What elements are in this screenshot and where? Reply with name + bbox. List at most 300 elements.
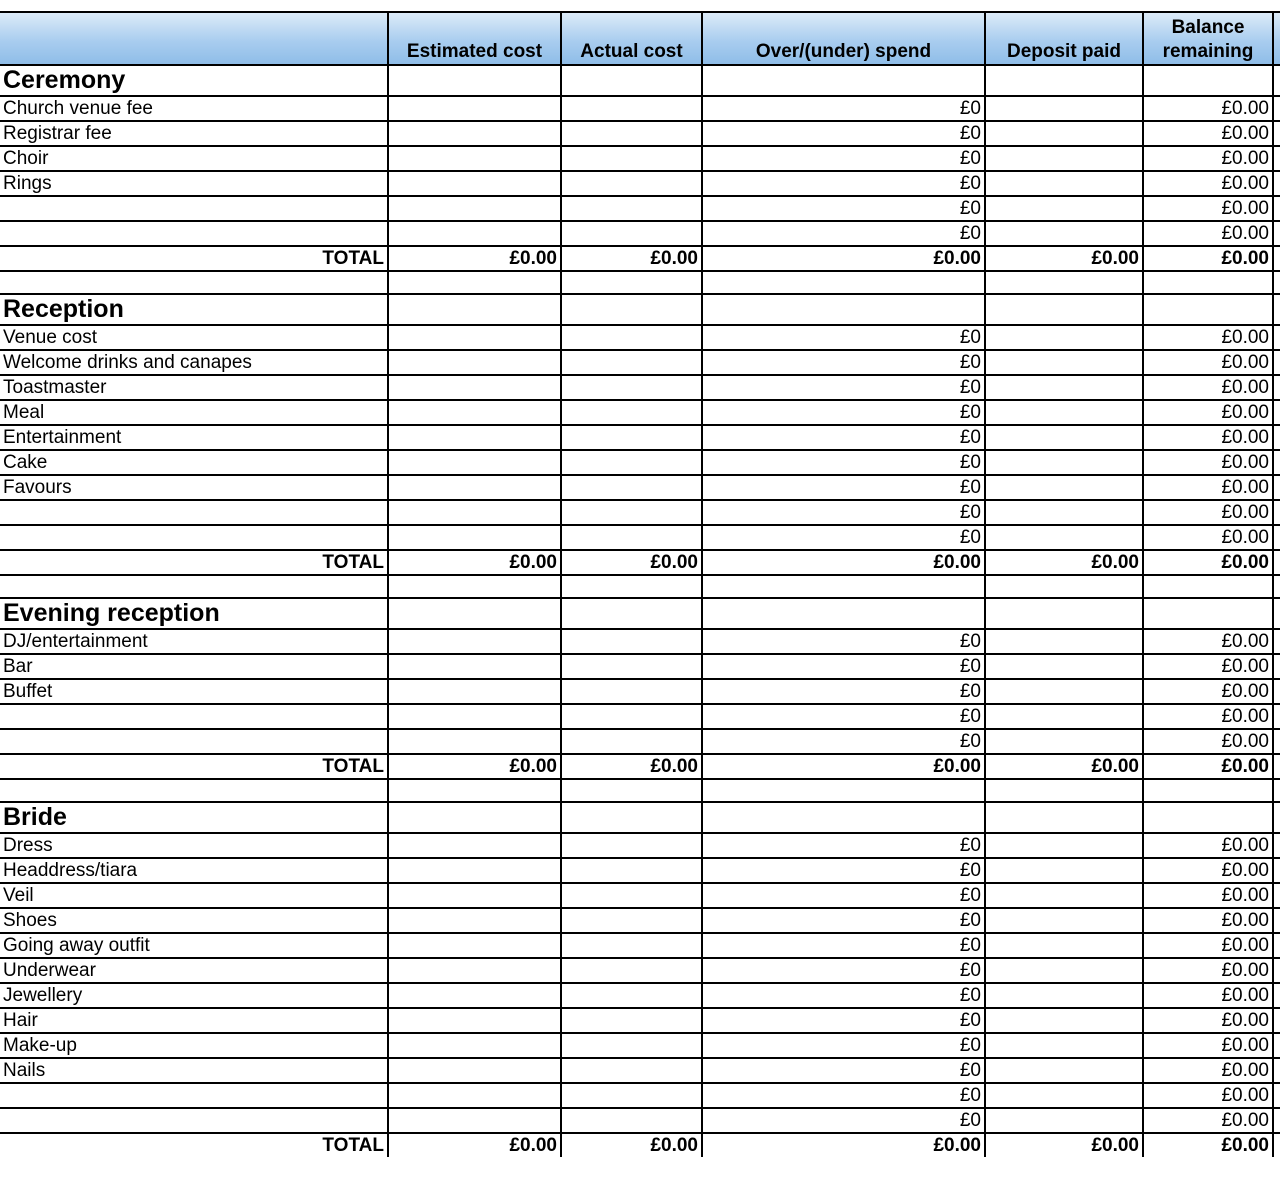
empty-cell[interactable] bbox=[1143, 575, 1273, 598]
deposit-paid-cell[interactable] bbox=[985, 350, 1143, 375]
over-under-cell[interactable]: £0 bbox=[702, 729, 985, 754]
balance-remaining-cell[interactable]: £0.00 bbox=[1143, 729, 1273, 754]
total-balance-remaining[interactable]: £0.00 bbox=[1143, 550, 1273, 575]
actual-cost-cell[interactable] bbox=[561, 1108, 702, 1133]
estimated-cost-cell[interactable] bbox=[388, 221, 561, 246]
over-under-cell[interactable]: £0 bbox=[702, 1008, 985, 1033]
actual-cost-cell[interactable] bbox=[561, 729, 702, 754]
total-estimated-cost[interactable]: £0.00 bbox=[388, 1133, 561, 1157]
empty-cell[interactable] bbox=[1273, 221, 1280, 246]
actual-cost-cell[interactable] bbox=[561, 883, 702, 908]
balance-remaining-cell[interactable]: £0.00 bbox=[1143, 833, 1273, 858]
balance-remaining-cell[interactable]: £0.00 bbox=[1143, 1108, 1273, 1133]
empty-cell[interactable] bbox=[702, 779, 985, 802]
empty-cell[interactable] bbox=[1273, 598, 1280, 629]
deposit-paid-cell[interactable] bbox=[985, 221, 1143, 246]
over-under-cell[interactable]: £0 bbox=[702, 171, 985, 196]
deposit-paid-cell[interactable] bbox=[985, 679, 1143, 704]
actual-cost-cell[interactable] bbox=[561, 325, 702, 350]
deposit-paid-cell[interactable] bbox=[985, 883, 1143, 908]
section-title: Ceremony bbox=[0, 65, 388, 96]
estimated-cost-cell[interactable] bbox=[388, 1083, 561, 1108]
item-label[interactable]: Headdress/tiara bbox=[0, 858, 388, 883]
total-balance-remaining[interactable]: £0.00 bbox=[1143, 754, 1273, 779]
over-under-cell[interactable]: £0 bbox=[702, 375, 985, 400]
item-label[interactable] bbox=[0, 196, 388, 221]
deposit-paid-cell[interactable] bbox=[985, 450, 1143, 475]
empty-cell[interactable] bbox=[1273, 754, 1280, 779]
empty-cell[interactable] bbox=[1273, 500, 1280, 525]
empty-cell[interactable] bbox=[0, 575, 388, 598]
balance-remaining-cell[interactable]: £0.00 bbox=[1143, 983, 1273, 1008]
empty-cell[interactable] bbox=[1273, 400, 1280, 425]
balance-remaining-cell[interactable]: £0.00 bbox=[1143, 171, 1273, 196]
total-deposit-paid[interactable]: £0.00 bbox=[985, 550, 1143, 575]
empty-cell[interactable] bbox=[1143, 779, 1273, 802]
empty-cell[interactable] bbox=[1273, 1008, 1280, 1033]
empty-cell[interactable] bbox=[702, 802, 985, 833]
item-label[interactable] bbox=[0, 500, 388, 525]
balance-remaining-cell[interactable]: £0.00 bbox=[1143, 325, 1273, 350]
empty-cell[interactable] bbox=[1143, 271, 1273, 294]
deposit-paid-cell[interactable] bbox=[985, 654, 1143, 679]
over-under-cell[interactable]: £0 bbox=[702, 325, 985, 350]
item-label[interactable]: Shoes bbox=[0, 908, 388, 933]
header-deposit-paid[interactable]: Deposit paid bbox=[985, 12, 1143, 65]
empty-cell[interactable] bbox=[1273, 933, 1280, 958]
total-actual-cost[interactable]: £0.00 bbox=[561, 1133, 702, 1157]
empty-cell[interactable] bbox=[561, 779, 702, 802]
item-label[interactable]: Welcome drinks and canapes bbox=[0, 350, 388, 375]
empty-cell[interactable] bbox=[561, 271, 702, 294]
empty-cell[interactable] bbox=[1273, 983, 1280, 1008]
actual-cost-cell[interactable] bbox=[561, 525, 702, 550]
empty-cell[interactable] bbox=[1143, 294, 1273, 325]
balance-remaining-cell[interactable]: £0.00 bbox=[1143, 475, 1273, 500]
empty-cell[interactable] bbox=[1273, 146, 1280, 171]
estimated-cost-cell[interactable] bbox=[388, 629, 561, 654]
item-label[interactable] bbox=[0, 1108, 388, 1133]
empty-cell[interactable] bbox=[1143, 65, 1273, 96]
actual-cost-cell[interactable] bbox=[561, 679, 702, 704]
empty-cell[interactable] bbox=[561, 294, 702, 325]
empty-cell[interactable] bbox=[985, 575, 1143, 598]
estimated-cost-cell[interactable] bbox=[388, 500, 561, 525]
balance-remaining-cell[interactable]: £0.00 bbox=[1143, 858, 1273, 883]
estimated-cost-cell[interactable] bbox=[388, 679, 561, 704]
empty-cell[interactable] bbox=[388, 271, 561, 294]
estimated-cost-cell[interactable] bbox=[388, 858, 561, 883]
actual-cost-cell[interactable] bbox=[561, 983, 702, 1008]
total-actual-cost[interactable]: £0.00 bbox=[561, 246, 702, 271]
over-under-cell[interactable]: £0 bbox=[702, 908, 985, 933]
actual-cost-cell[interactable] bbox=[561, 400, 702, 425]
empty-cell[interactable] bbox=[985, 271, 1143, 294]
deposit-paid-cell[interactable] bbox=[985, 325, 1143, 350]
actual-cost-cell[interactable] bbox=[561, 1083, 702, 1108]
actual-cost-cell[interactable] bbox=[561, 858, 702, 883]
balance-remaining-cell[interactable]: £0.00 bbox=[1143, 500, 1273, 525]
total-over-under-spend[interactable]: £0.00 bbox=[702, 1133, 985, 1157]
estimated-cost-cell[interactable] bbox=[388, 425, 561, 450]
item-label[interactable] bbox=[0, 704, 388, 729]
deposit-paid-cell[interactable] bbox=[985, 933, 1143, 958]
over-under-cell[interactable]: £0 bbox=[702, 196, 985, 221]
deposit-paid-cell[interactable] bbox=[985, 704, 1143, 729]
balance-remaining-cell[interactable]: £0.00 bbox=[1143, 629, 1273, 654]
balance-remaining-cell[interactable]: £0.00 bbox=[1143, 1058, 1273, 1083]
deposit-paid-cell[interactable] bbox=[985, 475, 1143, 500]
empty-cell[interactable] bbox=[1273, 883, 1280, 908]
empty-cell[interactable] bbox=[388, 802, 561, 833]
over-under-cell[interactable]: £0 bbox=[702, 1058, 985, 1083]
item-label[interactable]: Jewellery bbox=[0, 983, 388, 1008]
empty-cell[interactable] bbox=[0, 779, 388, 802]
estimated-cost-cell[interactable] bbox=[388, 958, 561, 983]
total-over-under-spend[interactable]: £0.00 bbox=[702, 246, 985, 271]
item-label[interactable]: Venue cost bbox=[0, 325, 388, 350]
estimated-cost-cell[interactable] bbox=[388, 121, 561, 146]
total-estimated-cost[interactable]: £0.00 bbox=[388, 754, 561, 779]
item-label[interactable] bbox=[0, 1083, 388, 1108]
item-label[interactable]: Underwear bbox=[0, 958, 388, 983]
empty-cell[interactable] bbox=[1273, 575, 1280, 598]
over-under-cell[interactable]: £0 bbox=[702, 96, 985, 121]
estimated-cost-cell[interactable] bbox=[388, 1108, 561, 1133]
empty-cell[interactable] bbox=[985, 779, 1143, 802]
over-under-cell[interactable]: £0 bbox=[702, 629, 985, 654]
over-under-cell[interactable]: £0 bbox=[702, 350, 985, 375]
empty-cell[interactable] bbox=[388, 575, 561, 598]
empty-cell[interactable] bbox=[561, 802, 702, 833]
empty-cell[interactable] bbox=[388, 598, 561, 629]
over-under-cell[interactable]: £0 bbox=[702, 983, 985, 1008]
over-under-cell[interactable]: £0 bbox=[702, 146, 985, 171]
actual-cost-cell[interactable] bbox=[561, 171, 702, 196]
over-under-cell[interactable]: £0 bbox=[702, 1108, 985, 1133]
total-over-under-spend[interactable]: £0.00 bbox=[702, 550, 985, 575]
empty-cell[interactable] bbox=[1273, 704, 1280, 729]
balance-remaining-cell[interactable]: £0.00 bbox=[1143, 883, 1273, 908]
estimated-cost-cell[interactable] bbox=[388, 400, 561, 425]
balance-remaining-cell[interactable]: £0.00 bbox=[1143, 350, 1273, 375]
empty-cell[interactable] bbox=[1273, 171, 1280, 196]
empty-cell[interactable] bbox=[985, 802, 1143, 833]
over-under-cell[interactable]: £0 bbox=[702, 475, 985, 500]
actual-cost-cell[interactable] bbox=[561, 500, 702, 525]
actual-cost-cell[interactable] bbox=[561, 221, 702, 246]
item-label[interactable]: Veil bbox=[0, 883, 388, 908]
empty-cell[interactable] bbox=[1273, 350, 1280, 375]
deposit-paid-cell[interactable] bbox=[985, 171, 1143, 196]
empty-cell[interactable] bbox=[985, 294, 1143, 325]
deposit-paid-cell[interactable] bbox=[985, 1083, 1143, 1108]
balance-remaining-cell[interactable]: £0.00 bbox=[1143, 96, 1273, 121]
deposit-paid-cell[interactable] bbox=[985, 146, 1143, 171]
empty-cell[interactable] bbox=[388, 294, 561, 325]
actual-cost-cell[interactable] bbox=[561, 1008, 702, 1033]
item-label[interactable]: Nails bbox=[0, 1058, 388, 1083]
total-actual-cost[interactable]: £0.00 bbox=[561, 754, 702, 779]
header-actual-cost[interactable]: Actual cost bbox=[561, 12, 702, 65]
item-label[interactable]: Registrar fee bbox=[0, 121, 388, 146]
empty-cell[interactable] bbox=[1273, 908, 1280, 933]
estimated-cost-cell[interactable] bbox=[388, 1058, 561, 1083]
empty-cell[interactable] bbox=[1273, 779, 1280, 802]
estimated-cost-cell[interactable] bbox=[388, 704, 561, 729]
actual-cost-cell[interactable] bbox=[561, 196, 702, 221]
actual-cost-cell[interactable] bbox=[561, 933, 702, 958]
deposit-paid-cell[interactable] bbox=[985, 833, 1143, 858]
actual-cost-cell[interactable] bbox=[561, 1058, 702, 1083]
empty-cell[interactable] bbox=[1273, 375, 1280, 400]
balance-remaining-cell[interactable]: £0.00 bbox=[1143, 400, 1273, 425]
actual-cost-cell[interactable] bbox=[561, 833, 702, 858]
empty-cell[interactable] bbox=[1273, 1083, 1280, 1108]
empty-cell[interactable] bbox=[1273, 96, 1280, 121]
deposit-paid-cell[interactable] bbox=[985, 629, 1143, 654]
over-under-cell[interactable]: £0 bbox=[702, 221, 985, 246]
balance-remaining-cell[interactable]: £0.00 bbox=[1143, 1033, 1273, 1058]
empty-cell[interactable] bbox=[1273, 654, 1280, 679]
estimated-cost-cell[interactable] bbox=[388, 883, 561, 908]
deposit-paid-cell[interactable] bbox=[985, 121, 1143, 146]
over-under-cell[interactable]: £0 bbox=[702, 958, 985, 983]
empty-cell[interactable] bbox=[702, 575, 985, 598]
empty-cell[interactable] bbox=[1273, 679, 1280, 704]
deposit-paid-cell[interactable] bbox=[985, 1033, 1143, 1058]
empty-cell[interactable] bbox=[1273, 550, 1280, 575]
balance-remaining-cell[interactable]: £0.00 bbox=[1143, 908, 1273, 933]
over-under-cell[interactable]: £0 bbox=[702, 883, 985, 908]
item-label[interactable] bbox=[0, 525, 388, 550]
balance-remaining-cell[interactable]: £0.00 bbox=[1143, 425, 1273, 450]
header-over-under-spend[interactable]: Over/(under) spend bbox=[702, 12, 985, 65]
deposit-paid-cell[interactable] bbox=[985, 525, 1143, 550]
empty-cell[interactable] bbox=[1273, 833, 1280, 858]
actual-cost-cell[interactable] bbox=[561, 704, 702, 729]
balance-remaining-cell[interactable]: £0.00 bbox=[1143, 196, 1273, 221]
actual-cost-cell[interactable] bbox=[561, 475, 702, 500]
empty-cell[interactable] bbox=[1273, 1108, 1280, 1133]
empty-cell[interactable] bbox=[1273, 294, 1280, 325]
deposit-paid-cell[interactable] bbox=[985, 1058, 1143, 1083]
empty-cell[interactable] bbox=[1273, 802, 1280, 833]
empty-cell[interactable] bbox=[1273, 475, 1280, 500]
empty-cell[interactable] bbox=[985, 598, 1143, 629]
deposit-paid-cell[interactable] bbox=[985, 1008, 1143, 1033]
over-under-cell[interactable]: £0 bbox=[702, 500, 985, 525]
estimated-cost-cell[interactable] bbox=[388, 833, 561, 858]
deposit-paid-cell[interactable] bbox=[985, 958, 1143, 983]
empty-cell[interactable] bbox=[702, 294, 985, 325]
empty-cell[interactable] bbox=[1273, 121, 1280, 146]
deposit-paid-cell[interactable] bbox=[985, 196, 1143, 221]
header-balance-remaining[interactable]: Balance remaining bbox=[1143, 12, 1273, 65]
balance-remaining-cell[interactable]: £0.00 bbox=[1143, 525, 1273, 550]
actual-cost-cell[interactable] bbox=[561, 908, 702, 933]
empty-cell[interactable] bbox=[1273, 196, 1280, 221]
deposit-paid-cell[interactable] bbox=[985, 96, 1143, 121]
item-label[interactable]: Favours bbox=[0, 475, 388, 500]
item-label[interactable]: Toastmaster bbox=[0, 375, 388, 400]
item-label[interactable]: Bar bbox=[0, 654, 388, 679]
empty-cell[interactable] bbox=[561, 575, 702, 598]
over-under-cell[interactable]: £0 bbox=[702, 654, 985, 679]
estimated-cost-cell[interactable] bbox=[388, 933, 561, 958]
empty-cell[interactable] bbox=[702, 65, 985, 96]
item-label[interactable]: Church venue fee bbox=[0, 96, 388, 121]
balance-remaining-cell[interactable]: £0.00 bbox=[1143, 221, 1273, 246]
estimated-cost-cell[interactable] bbox=[388, 450, 561, 475]
over-under-cell[interactable]: £0 bbox=[702, 525, 985, 550]
estimated-cost-cell[interactable] bbox=[388, 1008, 561, 1033]
empty-cell[interactable] bbox=[1273, 325, 1280, 350]
total-estimated-cost[interactable]: £0.00 bbox=[388, 246, 561, 271]
item-label[interactable] bbox=[0, 729, 388, 754]
empty-cell[interactable] bbox=[1143, 598, 1273, 629]
empty-cell[interactable] bbox=[1273, 246, 1280, 271]
estimated-cost-cell[interactable] bbox=[388, 350, 561, 375]
empty-cell[interactable] bbox=[388, 65, 561, 96]
over-under-cell[interactable]: £0 bbox=[702, 1083, 985, 1108]
empty-cell[interactable] bbox=[1273, 1133, 1280, 1157]
item-label[interactable]: Make-up bbox=[0, 1033, 388, 1058]
item-label[interactable]: Dress bbox=[0, 833, 388, 858]
actual-cost-cell[interactable] bbox=[561, 450, 702, 475]
empty-cell[interactable] bbox=[1273, 729, 1280, 754]
balance-remaining-cell[interactable]: £0.00 bbox=[1143, 679, 1273, 704]
deposit-paid-cell[interactable] bbox=[985, 500, 1143, 525]
deposit-paid-cell[interactable] bbox=[985, 400, 1143, 425]
estimated-cost-cell[interactable] bbox=[388, 983, 561, 1008]
empty-cell[interactable] bbox=[388, 779, 561, 802]
actual-cost-cell[interactable] bbox=[561, 146, 702, 171]
over-under-cell[interactable]: £0 bbox=[702, 833, 985, 858]
deposit-paid-cell[interactable] bbox=[985, 858, 1143, 883]
over-under-cell[interactable]: £0 bbox=[702, 1033, 985, 1058]
empty-cell[interactable] bbox=[1273, 525, 1280, 550]
empty-cell[interactable] bbox=[1273, 629, 1280, 654]
empty-cell[interactable] bbox=[561, 598, 702, 629]
balance-remaining-cell[interactable]: £0.00 bbox=[1143, 704, 1273, 729]
estimated-cost-cell[interactable] bbox=[388, 729, 561, 754]
empty-cell[interactable] bbox=[985, 65, 1143, 96]
total-balance-remaining[interactable]: £0.00 bbox=[1143, 1133, 1273, 1157]
item-label[interactable]: Meal bbox=[0, 400, 388, 425]
actual-cost-cell[interactable] bbox=[561, 96, 702, 121]
empty-cell[interactable] bbox=[561, 65, 702, 96]
item-label[interactable] bbox=[0, 221, 388, 246]
actual-cost-cell[interactable] bbox=[561, 629, 702, 654]
deposit-paid-cell[interactable] bbox=[985, 729, 1143, 754]
deposit-paid-cell[interactable] bbox=[985, 908, 1143, 933]
over-under-cell[interactable]: £0 bbox=[702, 704, 985, 729]
over-under-cell[interactable]: £0 bbox=[702, 858, 985, 883]
item-label[interactable]: Rings bbox=[0, 171, 388, 196]
empty-cell[interactable] bbox=[1273, 65, 1280, 96]
deposit-paid-cell[interactable] bbox=[985, 1108, 1143, 1133]
empty-cell[interactable] bbox=[1273, 1058, 1280, 1083]
estimated-cost-cell[interactable] bbox=[388, 475, 561, 500]
total-balance-remaining[interactable]: £0.00 bbox=[1143, 246, 1273, 271]
empty-cell[interactable] bbox=[1273, 425, 1280, 450]
empty-cell[interactable] bbox=[1273, 958, 1280, 983]
deposit-paid-cell[interactable] bbox=[985, 375, 1143, 400]
total-deposit-paid[interactable]: £0.00 bbox=[985, 246, 1143, 271]
estimated-cost-cell[interactable] bbox=[388, 171, 561, 196]
item-label[interactable]: Cake bbox=[0, 450, 388, 475]
over-under-cell[interactable]: £0 bbox=[702, 425, 985, 450]
balance-remaining-cell[interactable]: £0.00 bbox=[1143, 654, 1273, 679]
estimated-cost-cell[interactable] bbox=[388, 1033, 561, 1058]
item-label[interactable]: Choir bbox=[0, 146, 388, 171]
total-actual-cost[interactable]: £0.00 bbox=[561, 550, 702, 575]
empty-cell[interactable] bbox=[0, 271, 388, 294]
empty-cell[interactable] bbox=[1273, 271, 1280, 294]
empty-cell[interactable] bbox=[1273, 858, 1280, 883]
balance-remaining-cell[interactable]: £0.00 bbox=[1143, 933, 1273, 958]
actual-cost-cell[interactable] bbox=[561, 654, 702, 679]
table-row bbox=[0, 983, 1280, 1008]
actual-cost-cell[interactable] bbox=[561, 121, 702, 146]
empty-cell[interactable] bbox=[1273, 1033, 1280, 1058]
over-under-cell[interactable]: £0 bbox=[702, 679, 985, 704]
actual-cost-cell[interactable] bbox=[561, 958, 702, 983]
item-label[interactable]: DJ/entertainment bbox=[0, 629, 388, 654]
total-deposit-paid[interactable]: £0.00 bbox=[985, 1133, 1143, 1157]
balance-remaining-cell[interactable]: £0.00 bbox=[1143, 1008, 1273, 1033]
balance-remaining-cell[interactable]: £0.00 bbox=[1143, 1083, 1273, 1108]
header-estimated-cost[interactable]: Estimated cost bbox=[388, 12, 561, 65]
estimated-cost-cell[interactable] bbox=[388, 908, 561, 933]
over-under-cell[interactable]: £0 bbox=[702, 450, 985, 475]
empty-cell[interactable] bbox=[702, 598, 985, 629]
item-label[interactable]: Hair bbox=[0, 1008, 388, 1033]
actual-cost-cell[interactable] bbox=[561, 375, 702, 400]
over-under-cell[interactable]: £0 bbox=[702, 400, 985, 425]
empty-cell[interactable] bbox=[702, 271, 985, 294]
over-under-cell[interactable]: £0 bbox=[702, 933, 985, 958]
over-under-cell[interactable]: £0 bbox=[702, 121, 985, 146]
balance-remaining-cell[interactable]: £0.00 bbox=[1143, 958, 1273, 983]
deposit-paid-cell[interactable] bbox=[985, 425, 1143, 450]
estimated-cost-cell[interactable] bbox=[388, 196, 561, 221]
empty-cell[interactable] bbox=[1143, 802, 1273, 833]
estimated-cost-cell[interactable] bbox=[388, 96, 561, 121]
actual-cost-cell[interactable] bbox=[561, 425, 702, 450]
estimated-cost-cell[interactable] bbox=[388, 525, 561, 550]
total-estimated-cost[interactable]: £0.00 bbox=[388, 550, 561, 575]
estimated-cost-cell[interactable] bbox=[388, 654, 561, 679]
estimated-cost-cell[interactable] bbox=[388, 375, 561, 400]
item-label[interactable]: Going away outfit bbox=[0, 933, 388, 958]
balance-remaining-cell[interactable]: £0.00 bbox=[1143, 450, 1273, 475]
balance-remaining-cell[interactable]: £0.00 bbox=[1143, 121, 1273, 146]
item-label[interactable]: Buffet bbox=[0, 679, 388, 704]
balance-remaining-cell[interactable]: £0.00 bbox=[1143, 146, 1273, 171]
total-over-under-spend[interactable]: £0.00 bbox=[702, 754, 985, 779]
empty-cell[interactable] bbox=[1273, 450, 1280, 475]
deposit-paid-cell[interactable] bbox=[985, 983, 1143, 1008]
balance-remaining-cell[interactable]: £0.00 bbox=[1143, 375, 1273, 400]
estimated-cost-cell[interactable] bbox=[388, 146, 561, 171]
actual-cost-cell[interactable] bbox=[561, 350, 702, 375]
item-label[interactable]: Entertainment bbox=[0, 425, 388, 450]
total-deposit-paid[interactable]: £0.00 bbox=[985, 754, 1143, 779]
actual-cost-cell[interactable] bbox=[561, 1033, 702, 1058]
estimated-cost-cell[interactable] bbox=[388, 325, 561, 350]
